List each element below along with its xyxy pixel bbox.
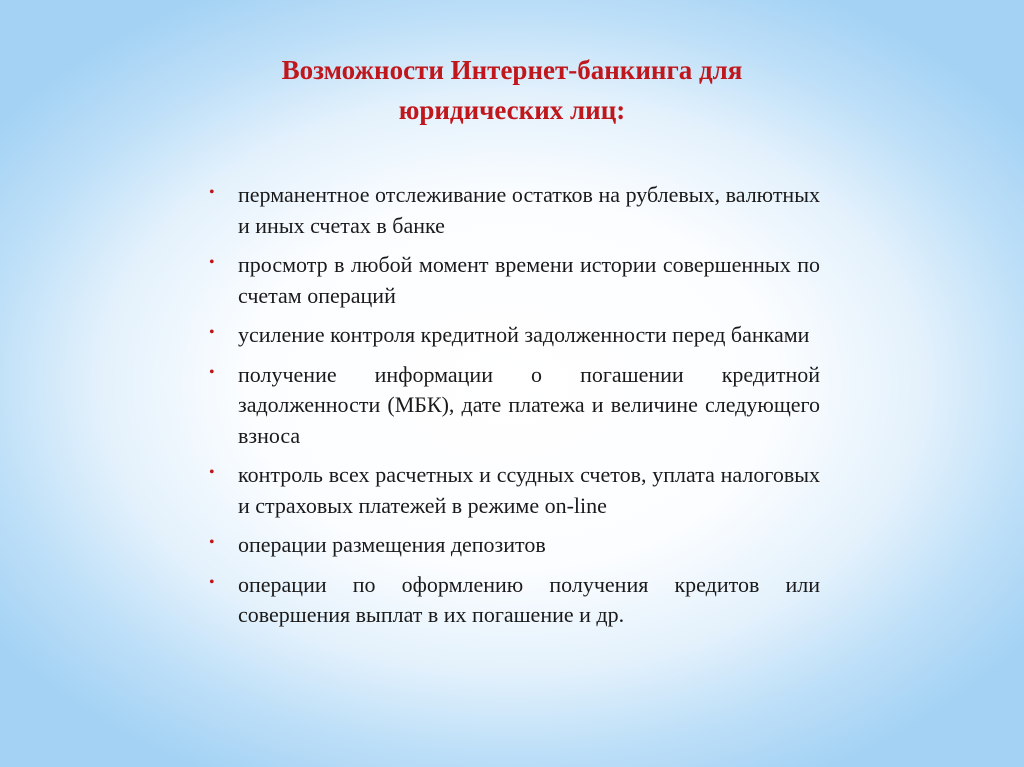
bullet-icon: • (209, 254, 215, 271)
bullet-item (208, 320, 820, 351)
bullet-text: перманентное отслеживание остатков на рублевых, валютных и иных счетах в банке (238, 182, 820, 238)
bullet-text: получение информации о погашении кредитной задолженности (МБК), дате платежа и величине следующего взноса (238, 361, 820, 448)
bullet-text: просмотр в любой момент времени истории совершенных по счетам операций (238, 252, 820, 308)
slide-title-line-1: Возможности Интернет-банкинга для (281, 55, 743, 85)
bullet-text: контроль всех расчетных и ссудных счетов, уплата налоговых и страховых платежей в режиме on-line (238, 462, 820, 518)
slide-title (150, 50, 874, 130)
bullet-item (208, 180, 820, 241)
bullet-icon: • (209, 324, 215, 341)
bullet-item (208, 460, 820, 521)
slide-title-line-2: юридических лиц: (398, 95, 626, 125)
bullet-text: усиление контроля кредитной задолженности перед банками (238, 322, 810, 347)
bullet-icon: • (209, 363, 215, 381)
bullet-list (208, 180, 820, 640)
bullet-icon: • (209, 573, 215, 591)
bullet-item (208, 530, 820, 561)
bullet-text: операции размещения депозитов (238, 532, 546, 557)
bullet-item (208, 250, 820, 311)
bullet-icon: • (209, 464, 215, 481)
bullet-item (208, 360, 820, 452)
bullet-text: операции по оформлению получения кредитов или совершения выплат в их погашение и др. (238, 571, 820, 627)
bullet-icon: • (209, 534, 215, 551)
bullet-item (208, 570, 820, 631)
bullet-icon: • (209, 184, 215, 201)
